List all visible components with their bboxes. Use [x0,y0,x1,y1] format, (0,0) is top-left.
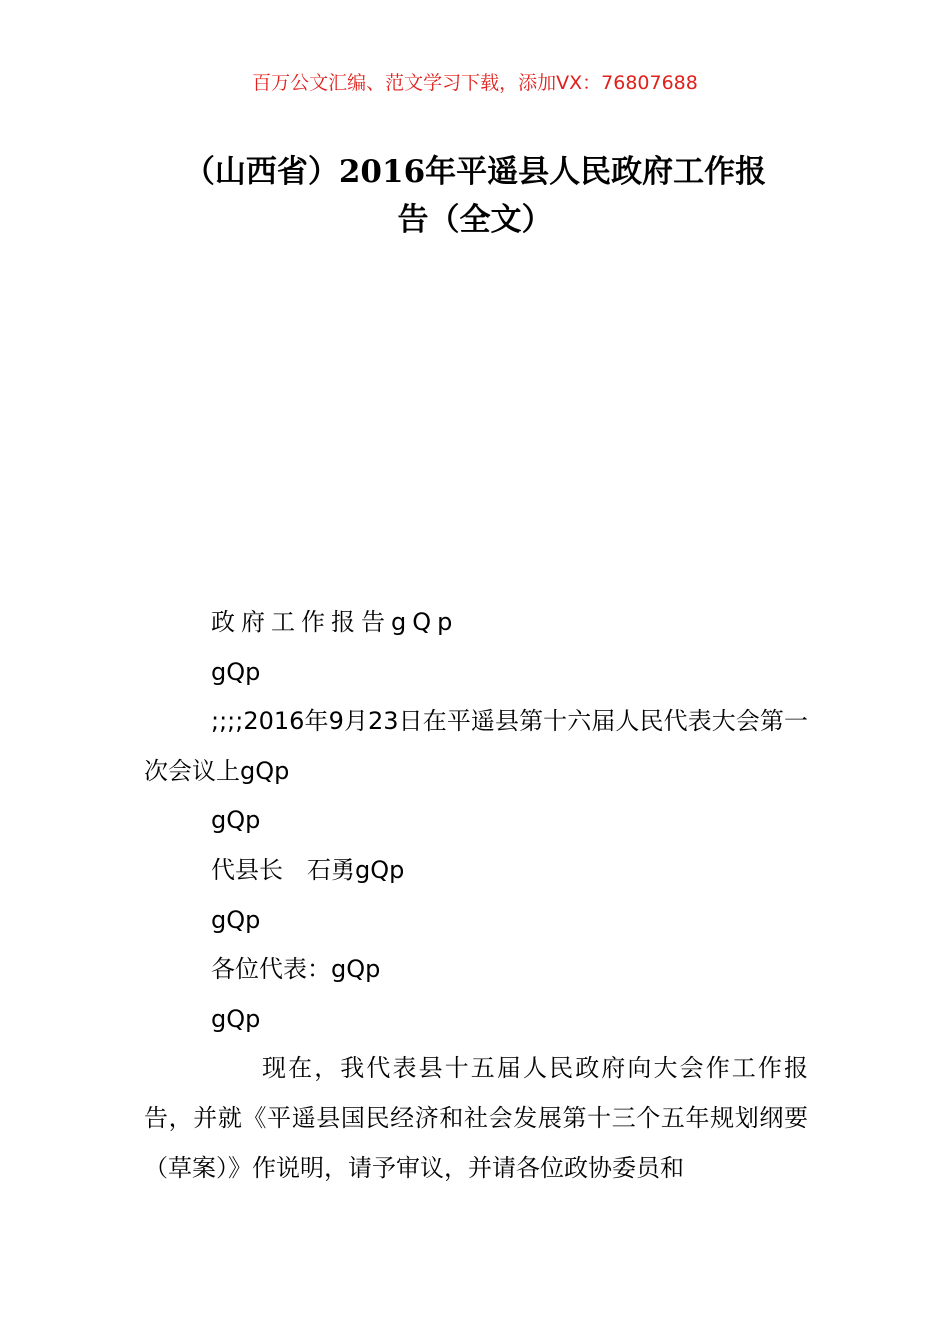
document-title [140,148,810,244]
document-body [144,598,808,1193]
paragraph-blank: gQp [211,657,261,686]
paragraph-blank: gQp [211,806,261,835]
header-note: 百万公文汇编、范文学习下载，添加VX：76807688 [252,72,698,94]
paragraph-salutation: 各位代表：gQp [211,955,381,984]
paragraph-report-heading: 政府工作报告gQp [211,608,459,636]
title-line-2: 告（全文） [397,202,553,238]
paragraph-report-intro: 现在，我代表县十五届人民政府向大会作工作报告，并就《平遥县国民经济和社会发展第十三个五年规划纲要（草案）》作说明，请予审议，并请各位政协委员和 [144,1054,808,1182]
paragraph-meeting-date: ;;;;2016年9月23日在平遥县第十六届人民代表大会第一次会议上gQp [144,707,808,785]
paragraph-blank: gQp [211,1004,261,1033]
title-line-1: （山西省）2016年平遥县人民政府工作报 [183,154,767,190]
paragraph-blank: gQp [211,905,261,934]
paragraph-speaker: 代县长 石勇gQp [211,855,405,884]
